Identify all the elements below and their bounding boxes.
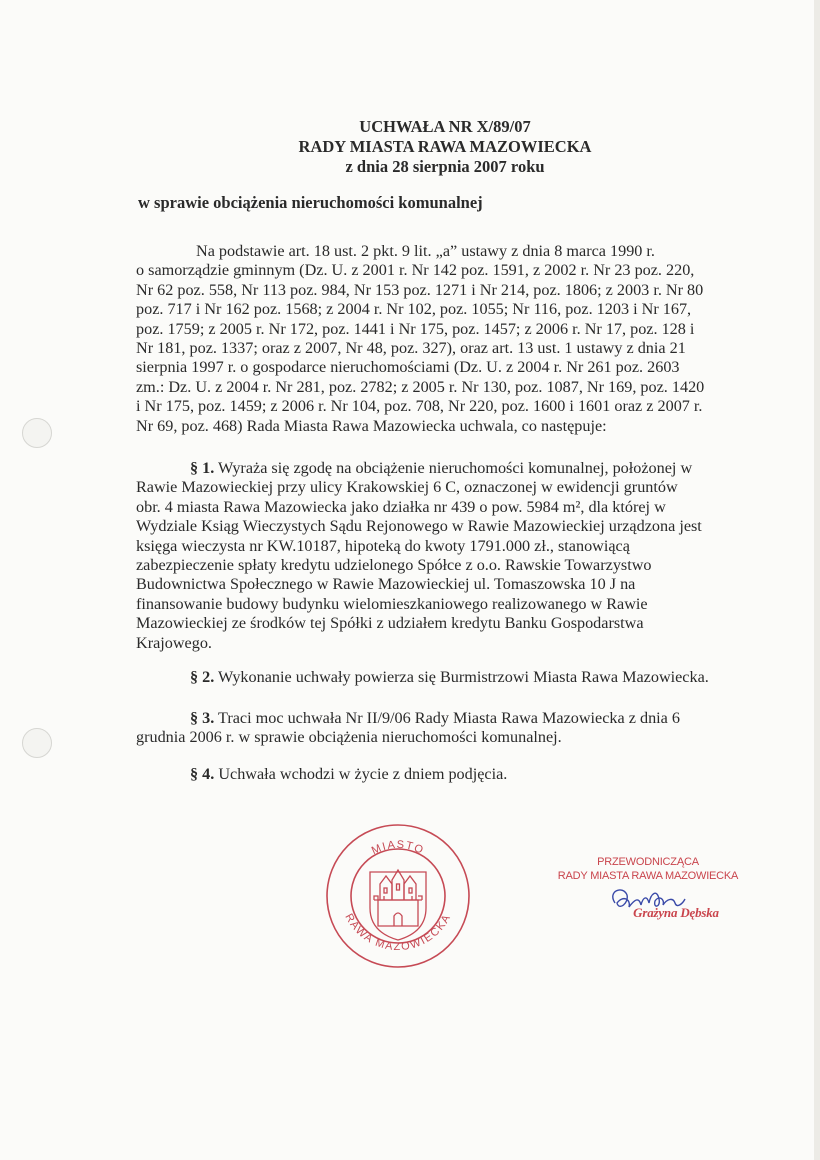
paragraph-line bbox=[136, 668, 736, 687]
paragraph-line: Mazowieckiej ze środków tej Spółki z udziałem kredytu Banku Gospodarstwa bbox=[136, 614, 644, 633]
paragraph-1 bbox=[136, 459, 736, 653]
seal-bottom-text: RAWA MAZOWIECKA bbox=[342, 911, 454, 954]
preamble-line: Na podstawie art. 18 ust. 2 pkt. 9 lit. „a” ustawy z dnia 8 marca 1990 r. bbox=[196, 242, 655, 260]
paragraph-text: Traci moc uchwała Nr II/9/06 Rady Miasta Rawa Mazowiecka z dnia 6 bbox=[214, 709, 680, 727]
paragraph-line: Budownictwa Społecznego w Rawie Mazowieckiej ul. Tomaszowska 10 J na bbox=[136, 575, 636, 594]
paragraph-4 bbox=[136, 765, 736, 784]
paragraph-text: Wykonanie uchwały powierza się Burmistrzowi Miasta Rawa Mazowiecka. bbox=[214, 668, 709, 686]
preamble bbox=[136, 242, 736, 436]
preamble-line: poz. 717 i Nr 162 poz. 1568; z 2004 r. Nr 102, poz. 1055; Nr 116, poz. 1203 i Nr 167, bbox=[136, 300, 692, 319]
paragraph-line: Wydziale Ksiąg Wieczystych Sądu Rejonowego w Rawie Mazowieckiej urządzona jest bbox=[136, 517, 702, 536]
paragraph-2 bbox=[136, 668, 736, 687]
paragraph-3 bbox=[136, 709, 736, 748]
paragraph-line: grudnia 2006 r. w sprawie obciążenia nieruchomości komunalnej. bbox=[136, 728, 562, 747]
resolution-date: z dnia 28 sierpnia 2007 roku bbox=[345, 157, 545, 176]
punch-hole-top bbox=[22, 418, 52, 448]
paragraph-label: § 1. bbox=[190, 459, 215, 477]
document-header bbox=[140, 117, 750, 177]
seal-top-text: MIASTO bbox=[369, 838, 427, 858]
paragraph-text: Uchwała wchodzi w życie z dniem podjęcia. bbox=[214, 765, 508, 783]
preamble-line: zm.: Dz. U. z 2004 r. Nr 281, poz. 2782; z 2005 r. Nr 130, poz. 1087, Nr 169, poz. 1420 bbox=[136, 377, 705, 396]
paragraph-line: Krajowego. bbox=[136, 633, 212, 652]
preamble-line: Nr 62 poz. 558, Nr 113 poz. 984, Nr 153 poz. 1271 i Nr 214, poz. 1806; z 2003 r. Nr 80 bbox=[136, 280, 704, 299]
paragraph-line: księga wieczysta nr KW.10187, hipoteką do kwoty 1791.000 zł., stanowiącą bbox=[136, 536, 630, 555]
preamble-line: poz. 1759; z 2005 r. Nr 172, poz. 1441 i Nr 175, poz. 1457; z 2006 r. Nr 17, poz. 128 i bbox=[136, 319, 695, 338]
preamble-line: Nr 69, poz. 468) Rada Miasta Rawa Mazowiecka uchwala, co następuje: bbox=[136, 416, 607, 435]
paragraph-line: finansowanie budowy budynku wielomieszkaniowego realizowanego w Rawie bbox=[136, 594, 648, 613]
paragraph-label: § 3. bbox=[190, 709, 215, 727]
resolution-issuer: RADY MIASTA RAWA MAZOWIECKA bbox=[298, 137, 592, 156]
paragraph-line: obr. 4 miasta Rawa Mazowiecka jako działka nr 439 o pow. 5984 m², dla której w bbox=[136, 497, 666, 516]
preamble-line: o samorządzie gminnym (Dz. U. z 2001 r. Nr 142 poz. 1591, z 2002 r. Nr 23 poz. 220, bbox=[136, 261, 695, 280]
paragraph-text: Wyraża się zgodę na obciążenie nieruchomości komunalnej, położonej w bbox=[214, 459, 693, 477]
paragraph-line: Rawie Mazowieckiej przy ulicy Krakowskiej 6 C, oznaczonej w ewidencji gruntów bbox=[136, 478, 678, 497]
paragraph-line bbox=[136, 459, 736, 478]
paragraph-line: zabezpieczenie spłaty kredytu udzielonego Spółce z o.o. Rawskie Towarzystwo bbox=[136, 556, 652, 575]
preamble-line: i Nr 175, poz. 1459; z 2006 r. Nr 104, poz. 708, Nr 220, poz. 1600 i 1601 oraz z 2007 r. bbox=[136, 397, 703, 416]
paragraph-line bbox=[136, 709, 736, 728]
coat-of-arms bbox=[370, 870, 426, 940]
paragraph-label: § 2. bbox=[190, 668, 215, 686]
resolution-title: UCHWAŁA NR X/89/07 bbox=[359, 117, 531, 136]
signature-block bbox=[548, 856, 748, 921]
signatory-name: Grażyna Dębska bbox=[633, 905, 719, 920]
signature-title-council: RADY MIASTA RAWA MAZOWIECKA bbox=[557, 870, 739, 882]
punch-hole-bottom bbox=[22, 728, 52, 758]
resolution-subject: w sprawie obciążenia nieruchomości komunalnej bbox=[138, 193, 483, 212]
preamble-line: sierpnia 1997 r. o gospodarce nieruchomościami (Dz. U. z 2004 r. Nr 261 poz. 2603 bbox=[136, 358, 680, 377]
paragraph-label: § 4. bbox=[190, 765, 215, 783]
paragraph-line bbox=[136, 765, 736, 784]
town-seal bbox=[324, 822, 472, 970]
page-edge bbox=[814, 0, 820, 1160]
signature-title: PRZEWODNICZĄCA bbox=[597, 856, 699, 868]
preamble-line: Nr 181, poz. 1337; oraz z 2007, Nr 48, poz. 327), oraz art. 13 ust. 1 ustawy z dnia 21 bbox=[136, 339, 686, 358]
